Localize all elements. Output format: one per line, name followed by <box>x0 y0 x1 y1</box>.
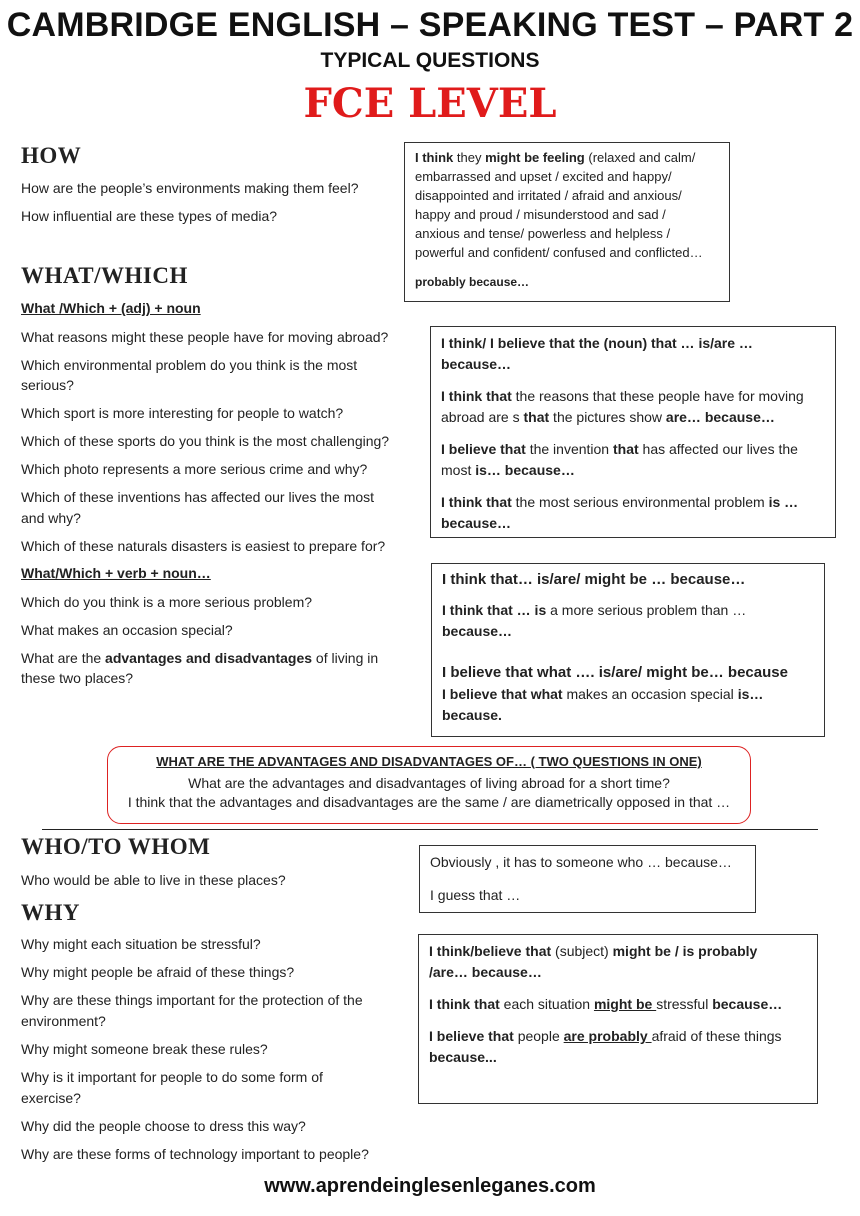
what-which-question: What reasons might these people have for moving abroad? <box>21 329 389 345</box>
how-box-lead-3: might be feeling <box>485 150 585 165</box>
who-box-line: I guess that … <box>430 887 521 903</box>
box1-bold: I think that <box>441 494 512 510</box>
what-which-question: Which environmental problem do you think is the most <box>21 357 358 373</box>
how-box-lead-2: they <box>453 150 486 165</box>
why-box-line: because... <box>429 1049 497 1065</box>
advantages-line-2: I think that the advantages and disadvantages are the same / are diametrically opposed in that … <box>127 794 731 810</box>
what-which-question: Which photo represents a more serious crime and why? <box>21 461 368 477</box>
advantages-line-1: What are the advantages and disadvantages of living abroad for a short time? <box>188 775 670 791</box>
why-box-bold: I think/believe that <box>429 943 552 959</box>
what-which-question: Which do you think is a more serious problem? <box>21 594 313 610</box>
box1-text: the reasons that these people have for moving <box>511 388 804 404</box>
why-box-bold-underline: might be <box>593 996 657 1012</box>
box2-line: I think that… is/are/ might be … because… <box>442 571 746 588</box>
who-answer-box <box>419 845 756 913</box>
box1-bold: is … <box>768 494 799 510</box>
what-which-question-advantages <box>21 648 378 669</box>
box2-bold: is… <box>737 686 764 702</box>
what-which-question-cont: these two places? <box>21 670 134 686</box>
box2-text: makes an occasion special <box>562 686 738 702</box>
box2-line: because. <box>442 707 502 723</box>
box1-bold: I believe that <box>441 441 526 457</box>
box1-bold: I think that <box>441 388 512 404</box>
section-heading-why: WHY <box>21 900 80 925</box>
box2-bold: I think that … is <box>442 602 547 618</box>
how-box-lead <box>415 148 719 167</box>
box1-line <box>441 492 825 513</box>
box2-text: a more serious problem than … <box>546 602 747 618</box>
why-question: Why is it important for people to do some form of <box>21 1069 323 1085</box>
why-box-text: stressful <box>656 996 713 1012</box>
how-box-line: happy and proud / misunderstood and sad / <box>415 207 666 222</box>
advantages-callout-box <box>107 746 751 824</box>
footer-url: www.aprendeinglesenleganes.com <box>264 1175 596 1197</box>
divider-line <box>42 829 818 830</box>
level-heading: FCE LEVEL <box>303 80 557 127</box>
box1-text: the most serious environmental problem <box>511 494 769 510</box>
why-box-bold: I believe that <box>429 1028 514 1044</box>
box2-line: I believe that what …. is/are/ might be… because <box>442 664 788 681</box>
how-box-line: powerful and confident/ confused and conflicted… <box>415 245 703 260</box>
why-box-bold: might be / is probably <box>612 943 758 959</box>
what-which-subheading-2: What/Which + verb + noun… <box>21 565 211 581</box>
why-box-line <box>429 941 807 962</box>
how-box-line: disappointed and irritated / afraid and anxious/ <box>415 188 682 203</box>
box1-bold: is… because… <box>475 462 575 478</box>
box1-text: abroad are s <box>441 409 524 425</box>
what-which-question: What makes an occasion special? <box>21 622 233 638</box>
what-which-answer-box-2 <box>431 563 825 737</box>
advantages-heading: WHAT ARE THE ADVANTAGES AND DISADVANTAGES OF… ( TWO QUESTIONS IN ONE) <box>156 754 702 769</box>
box1-bold: that <box>612 441 639 457</box>
how-question-1: How are the people’s environments making them feel? <box>21 180 359 196</box>
box2-line <box>442 600 814 621</box>
how-answer-box <box>404 142 730 302</box>
why-box-text: people <box>513 1028 564 1044</box>
how-box-lead-1: I think <box>415 150 454 165</box>
section-heading-who: WHO/TO WHOM <box>21 834 211 859</box>
what-which-question: Which of these inventions has affected our lives the most <box>21 489 375 505</box>
box1-text: the invention <box>525 441 613 457</box>
page-subtitle: TYPICAL QUESTIONS <box>320 49 540 72</box>
what-which-question: Which of these naturals disasters is easiest to prepare for? <box>21 538 386 554</box>
box1-line <box>441 439 825 460</box>
what-which-question-cont: and why? <box>21 510 81 526</box>
why-box-text: afraid of these things <box>651 1028 782 1044</box>
box1-bold: that <box>523 409 550 425</box>
section-heading-what-which: WHAT/WHICH <box>21 263 188 288</box>
why-question: Why did the people choose to dress this way? <box>21 1118 306 1134</box>
why-question: Why might people be afraid of these things? <box>21 964 295 980</box>
box2-bold: I believe that what <box>442 686 563 702</box>
who-box-line: Obviously , it has to someone who … because… <box>430 854 732 870</box>
box1-line <box>441 386 825 407</box>
how-box-line: embarrassed and upset / excited and happy/ <box>415 169 672 184</box>
box1-line <box>441 407 825 428</box>
page-title: CAMBRIDGE ENGLISH – SPEAKING TEST – PART 2 <box>6 6 854 44</box>
why-question: Why are these forms of technology important to people? <box>21 1146 369 1162</box>
box1-text: has affected our lives the <box>638 441 798 457</box>
why-answer-box <box>418 934 818 1104</box>
what-which-subheading-1: What /Which + (adj) + noun <box>21 300 201 316</box>
box1-bold: are… because… <box>665 409 775 425</box>
why-box-line <box>429 1026 807 1047</box>
how-box-line: anxious and tense/ powerless and helpless / <box>415 226 671 241</box>
q-part-bold: advantages and disadvantages <box>105 650 313 666</box>
who-question: Who would be able to live in these places? <box>21 872 286 888</box>
box1-text: most <box>441 462 476 478</box>
why-question-cont: exercise? <box>21 1090 81 1106</box>
how-question-2: How influential are these types of media? <box>21 208 278 224</box>
why-box-text: (subject) <box>551 943 613 959</box>
what-which-answer-box-1 <box>430 326 836 538</box>
what-which-question: Which of these sports do you think is the most challenging? <box>21 433 390 449</box>
why-box-line <box>429 994 807 1015</box>
how-box-closing: probably because… <box>415 275 530 289</box>
why-box-bold-underline: are probably <box>563 1028 652 1044</box>
box1-text: the pictures show <box>549 409 666 425</box>
why-question-cont: environment? <box>21 1013 106 1029</box>
why-question: Why are these things important for the protection of the <box>21 992 363 1008</box>
what-which-question: Which sport is more interesting for people to watch? <box>21 405 344 421</box>
box1-line: because… <box>441 356 512 372</box>
why-box-text: each situation <box>499 996 594 1012</box>
what-which-question-cont: serious? <box>21 377 74 393</box>
why-box-bold: I think that <box>429 996 500 1012</box>
q-part: What are the <box>21 650 106 666</box>
section-heading-how: HOW <box>21 143 82 168</box>
why-question: Why might each situation be stressful? <box>21 936 261 952</box>
how-box-lead-4: (relaxed and calm/ <box>584 150 696 165</box>
why-box-bold: because… <box>712 996 783 1012</box>
q-part: of living in <box>312 650 379 666</box>
box1-line: because… <box>441 515 512 531</box>
box2-line <box>442 684 814 705</box>
why-question: Why might someone break these rules? <box>21 1041 268 1057</box>
box1-line: I think/ I believe that the (noun) that … is/are … <box>441 335 753 351</box>
box2-line: because… <box>442 623 513 639</box>
why-box-line: /are… because… <box>429 964 542 980</box>
box1-line <box>441 460 825 481</box>
